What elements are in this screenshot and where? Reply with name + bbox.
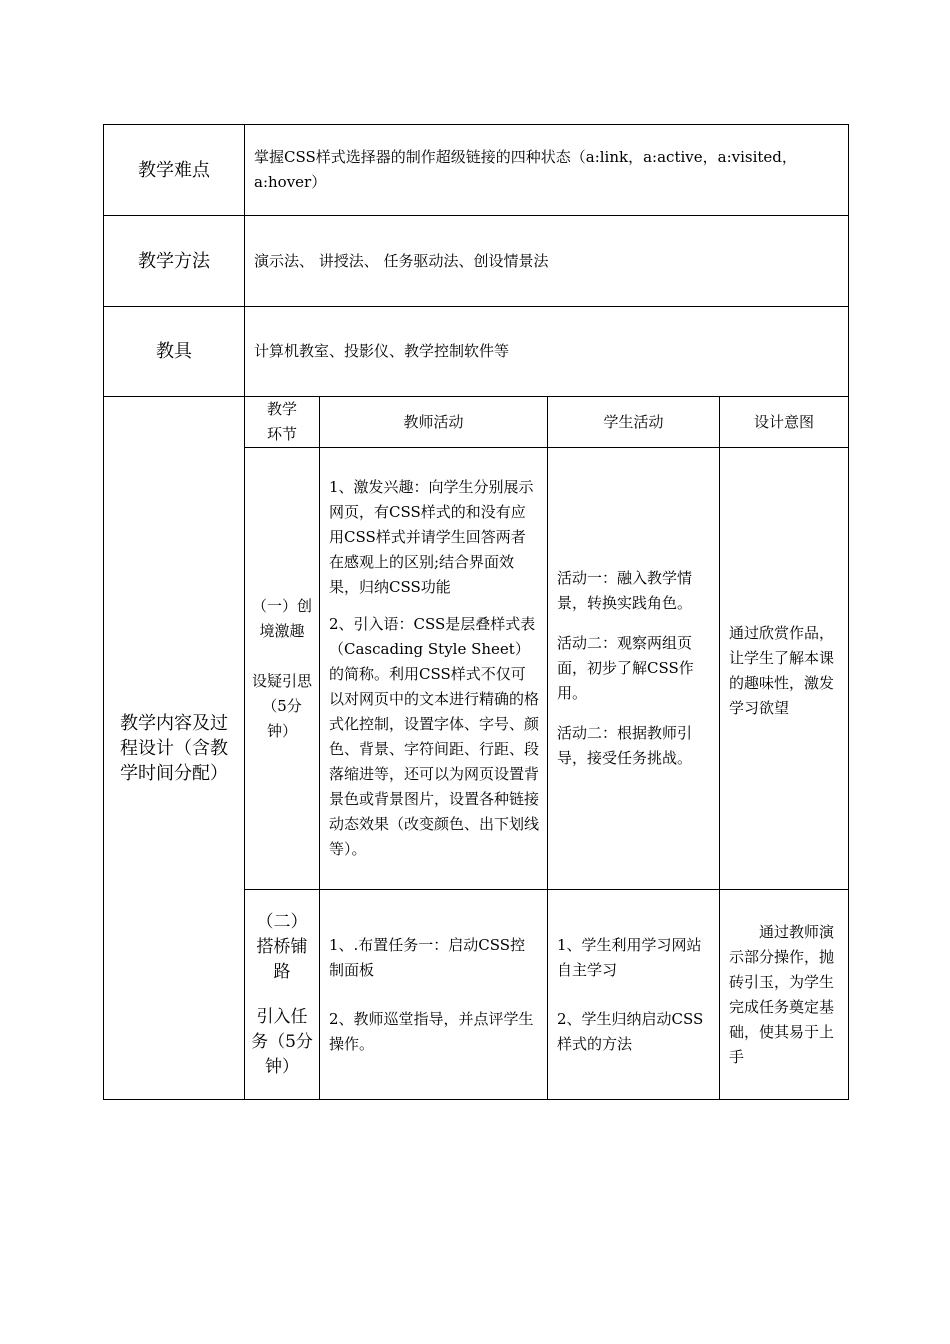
- stage-1-teacher-p2: 2、引入语：CSS是层叠样式表（Cascading Style Sheet）的简称。利用CSS样式不仅可以对网页中的文本进行精确的格式化控制，设置字体、字号、颜色、背景、字符间距、行距、段落缩进等，还可以为网页设置背景色或背景图片，设置各种链接动态效果（改变颜色、出下划线等）。: [329, 615, 540, 858]
- header-intent: 设计意图: [720, 397, 849, 448]
- stage-2-title: （二）搭桥铺路: [256, 911, 308, 982]
- stage-1-teacher-p1: 1、激发兴趣：向学生分别展示网页，有CSS样式的和没有应用CSS样式并请学生回答两者在感观上的区别;结合界面效果，归纳CSS功能: [329, 478, 534, 596]
- stage-2-cell: [245, 890, 320, 1100]
- stage-1-student-p2: 活动二：观察两组页面，初步了解CSS作用。: [557, 634, 694, 702]
- stage-1-subtitle: 设疑引思（5分钟）: [251, 671, 312, 740]
- header-student: 学生活动: [548, 397, 720, 448]
- stage-2-student-p2: 2、学生归纳启动CSS样式的方法: [557, 1009, 704, 1053]
- stage-2-student: [548, 890, 720, 1100]
- stage-2-student-p1: 1、学生利用学习网站自主学习: [557, 935, 702, 979]
- label-difficulty: 教学难点: [104, 125, 245, 216]
- stage-2-subtitle: 引入任务（5分钟）: [251, 1006, 313, 1077]
- stage-2-intent: 通过教师演示部分操作，抛砖引玉，为学生完成任务奠定基础，使其易于上手: [720, 890, 849, 1100]
- row-method: [104, 216, 849, 307]
- stage-1-student-p3: 活动二：根据教师引导，接受任务挑战。: [557, 724, 693, 767]
- label-process: 教学内容及过程设计（含教学时间分配）: [104, 397, 245, 1100]
- label-tools: 教具: [104, 307, 245, 397]
- lesson-plan-table: [103, 124, 849, 1100]
- stage-1-student-p1: 活动一：融入教学情景，转换实践角色。: [557, 569, 693, 612]
- stage-1-student: [548, 448, 720, 890]
- row-process-header: [104, 397, 849, 448]
- stage-1-cell: [245, 448, 320, 890]
- row-tools: [104, 307, 849, 397]
- value-difficulty: 掌握CSS样式选择器的制作超级链接的四种状态（a:link，a:active，a:visited，a:hover）: [245, 125, 849, 216]
- value-method: 演示法、 讲授法、 任务驱动法、创设情景法: [245, 216, 849, 307]
- stage-2-teacher-p1: 1、.布置任务一：启动CSS控制面板: [329, 935, 526, 979]
- label-method: 教学方法: [104, 216, 245, 307]
- stage-1-intent: 通过欣赏作品，让学生了解本课的趣味性，激发学习欲望: [720, 448, 849, 890]
- stage-1-teacher: [320, 448, 548, 890]
- stage-2-teacher-p2: 2、教师巡堂指导，并点评学生操作。: [329, 1009, 534, 1053]
- header-stage: 教学环节: [245, 397, 320, 448]
- row-difficulty: [104, 125, 849, 216]
- stage-2-teacher: [320, 890, 548, 1100]
- value-tools: 计算机教室、投影仪、教学控制软件等: [245, 307, 849, 397]
- stage-1-title: （一）创境激趣: [251, 596, 312, 640]
- header-teacher: 教师活动: [320, 397, 548, 448]
